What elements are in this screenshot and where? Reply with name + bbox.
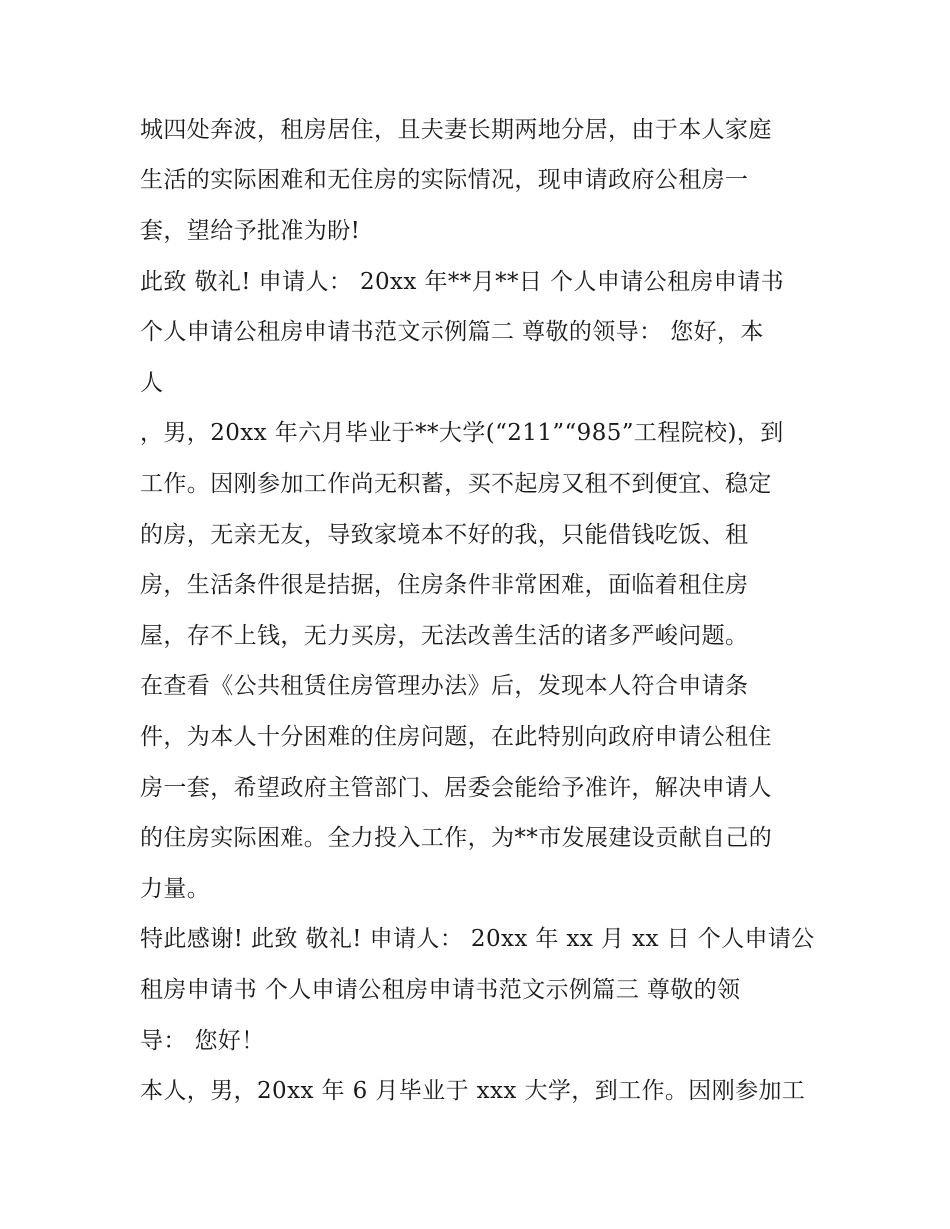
text-line: 城四处奔波，租房居住，且夫妻长期两地分居，由于本人家庭 xyxy=(140,117,772,143)
text-line: 此致 敬礼! 申请人： 20xx 年**月**日 个人申请公租房申请书 xyxy=(140,269,785,295)
text-line: 人 xyxy=(140,370,164,396)
text-line: 特此感谢! 此致 敬礼! 申请人： 20xx 年 xx 月 xx 日 个人申请公 xyxy=(140,926,815,952)
text-line: 生活的实际困难和无住房的实际情况，现申请政府公租房一 xyxy=(140,167,749,193)
text-line: ，男，20xx 年六月毕业于**大学(“211”“985”工程院校)，到 xyxy=(140,420,784,446)
text-line: 本人，男，20xx 年 6 月毕业于 xxx 大学，到工作。因刚参加工 xyxy=(140,1078,806,1104)
text-line: 个人申请公租房申请书范文示例篇二 尊敬的领导： 您好，本 xyxy=(140,319,764,345)
text-line: 房，生活条件很是拮据，住房条件非常困难，面临着租住房 xyxy=(140,572,749,598)
text-line: 屋，存不上钱，无力买房，无法改善生活的诸多严峻问题。 xyxy=(140,623,749,649)
text-line: 导： 您好！ xyxy=(140,1028,265,1054)
text-line: 的房，无亲无友，导致家境本不好的我，只能借钱吃饭、租 xyxy=(140,522,749,548)
text-line: 房一套，希望政府主管部门、居委会能给予准许，解决申请人 xyxy=(140,775,772,801)
text-line: 的住房实际困难。全力投入工作，为**市发展建设贡献自己的 xyxy=(140,825,773,851)
text-line: 租房申请书 个人申请公租房申请书范文示例篇三 尊敬的领 xyxy=(140,977,741,1003)
text-line: 套，望给予批准为盼! xyxy=(140,218,361,244)
text-line: 件，为本人十分困难的住房问题，在此特别向政府申请公租住 xyxy=(140,724,772,750)
text-line: 工作。因刚参加工作尚无积蓄，买不起房又租不到便宜、稳定 xyxy=(140,471,772,497)
text-line: 力量。 xyxy=(140,876,211,902)
text-line: 在查看《公共租赁住房管理办法》后，发现本人符合申请条 xyxy=(140,673,749,699)
